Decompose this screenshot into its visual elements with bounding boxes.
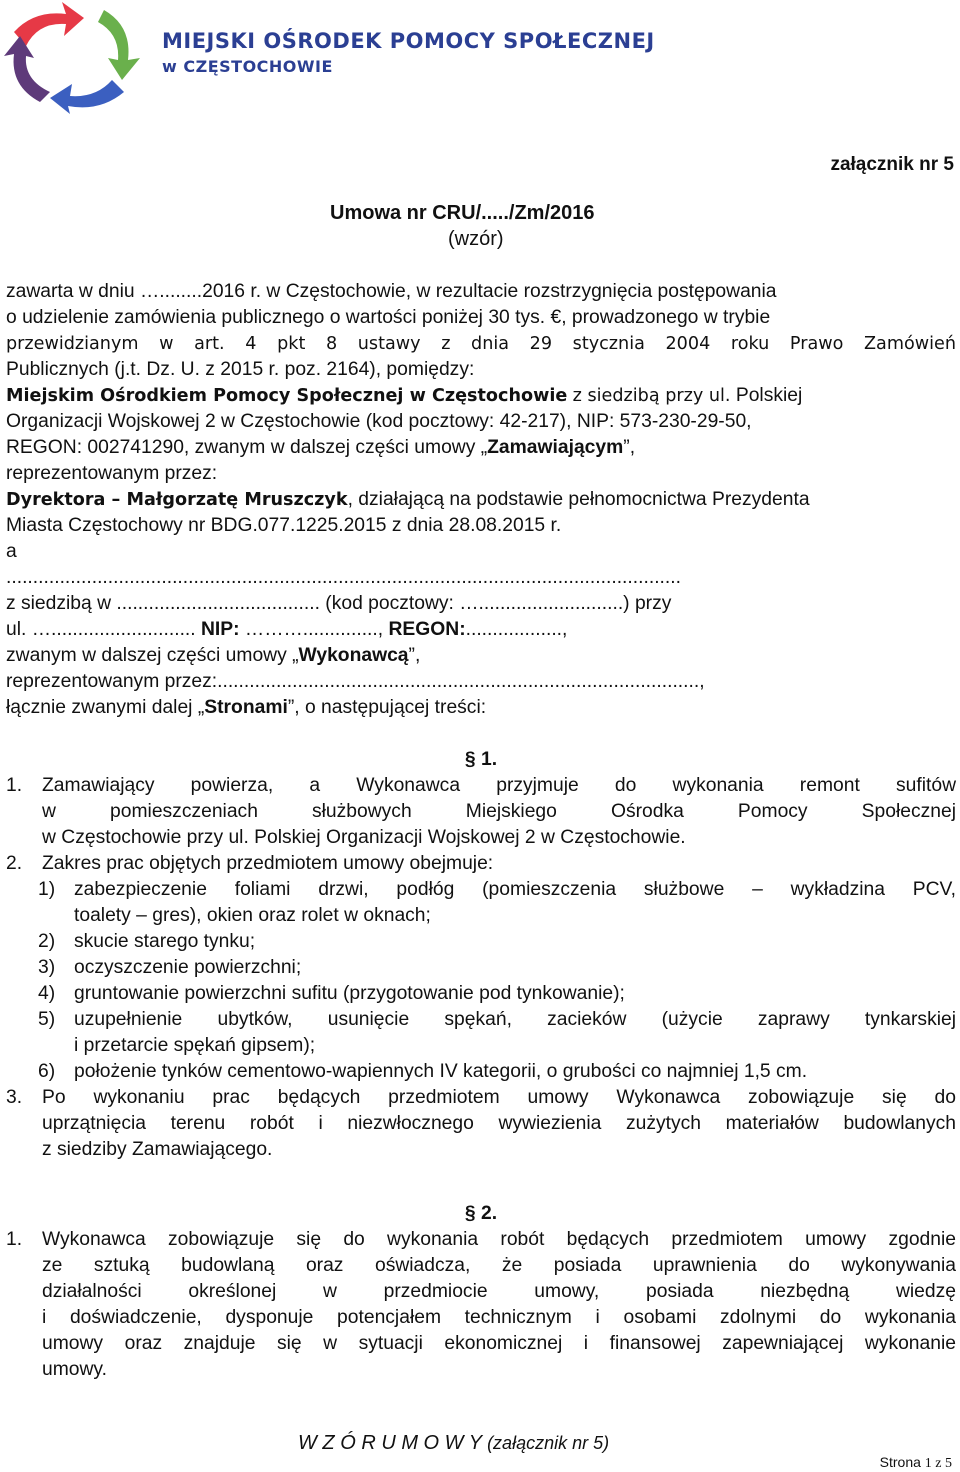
sub-item	[6, 929, 956, 955]
clause-item	[6, 1085, 956, 1163]
clause-line: Wykonawca zobowiązuje się do wykonania robót będących przedmiotem umowy zgodnie	[42, 1229, 956, 1250]
clause-line: umowy oraz znajduje się w sytuacji ekonomicznej i finansowej zapewniającej wykonanie	[42, 1333, 956, 1354]
footer-note: (załącznik nr 5)	[482, 1433, 610, 1453]
section-heading: § 2.	[464, 1203, 498, 1224]
clause-number: 1.	[6, 1229, 23, 1250]
clause-item	[6, 851, 956, 877]
page-of: z	[931, 1456, 945, 1471]
sub-line: gruntowanie powierzchni sufitu (przygotowanie pod tynkowanie);	[74, 983, 625, 1004]
clause-number: 1.	[6, 775, 23, 796]
regon-label: REGON:	[388, 619, 466, 640]
clause-number: 2.	[6, 853, 23, 874]
party2-role-end: ”,	[408, 645, 421, 666]
clause-line: ze sztuką budowlaną oraz oświadcza, że posiada uprawnienia do wykonywania	[42, 1255, 956, 1276]
parties-pre: łącznie zwanymi dalej „	[6, 697, 205, 718]
section-heading: § 1.	[464, 749, 498, 770]
page-number	[880, 1454, 952, 1472]
sub-number: 5)	[38, 1009, 56, 1030]
sub-item	[6, 1007, 956, 1059]
contract-body	[6, 279, 956, 1383]
sub-line: uzupełnienie ubytków, usunięcie spękań, zacieków (użycie zaprawy tynkarskiej	[74, 1009, 956, 1030]
clause-line: działalności określonej w przedmiocie umowy, posiada niezbędną wiedzę	[42, 1281, 956, 1302]
director-authority: , działającą na podstawie pełnomocnictwa Prezydenta	[347, 489, 810, 510]
clause-line: Zamawiający powierza, a Wykonawca przyjmuje do wykonania remont sufitów	[42, 775, 956, 796]
intro-line: zawarta w dniu …........2016 r. w Częstochowie, w rezultacie rozstrzygnięcia postępowania	[6, 281, 777, 302]
party1-street: Polskiej	[735, 385, 803, 406]
clause-item	[6, 773, 956, 851]
sub-line: położenie tynków cementowo-wapiennych IV kategorii, o grubości co najmniej 1,5 cm.	[74, 1061, 808, 1082]
sub-number: 2)	[38, 931, 56, 952]
sub-item	[6, 955, 956, 981]
sub-number: 4)	[38, 983, 56, 1004]
clause-line: w pomieszczeniach służbowych Miejskiego Ośrodka Pomocy Społecznej	[42, 801, 956, 822]
nip-label: NIP:	[201, 619, 240, 640]
attachment-label: załącznik nr 5	[830, 154, 954, 175]
party1-seat: z siedzibą przy ul.	[572, 386, 731, 406]
represented2-label: reprezentowanym przez:..........................................................................................,	[6, 671, 705, 692]
clause-line: uprzątnięcia terenu robót i niezwłocznego wywiezienia zużytych materiałów budowlanych	[42, 1113, 956, 1134]
intro-line: o udzielenie zamówienia publicznego o wartości poniżej 30 tys. €, prowadzonego w trybie	[6, 307, 771, 328]
clause-line: Zakres prac objętych przedmiotem umowy obejmuje:	[42, 853, 494, 874]
party1-role: Zamawiającym	[487, 437, 624, 458]
party1-line	[6, 383, 956, 409]
mops-logo-icon	[4, 2, 144, 114]
document-title: Umowa nr CRU/...../Zm/2016	[330, 202, 595, 224]
director-authority-cont: Miasta Częstochowy nr BDG.077.1225.2015 z dnia 28.08.2015 r.	[6, 515, 562, 536]
regon-value: ..................,	[465, 619, 568, 640]
clause-line: w Częstochowie przy ul. Polskiej Organizacji Wojskowej 2 w Częstochowie.	[42, 827, 686, 848]
sub-item	[6, 877, 956, 929]
intro-line: przewidzianym w art. 4 pkt 8 ustawy z dnia 29 stycznia 2004 roku Prawo Zamówień	[6, 334, 956, 354]
clause-item	[6, 1227, 956, 1383]
party2-role-pre: zwanym w dalszej części umowy „	[6, 645, 299, 666]
org-name: MIEJSKI OŚRODEK POMOCY SPOŁECZNEJ	[162, 29, 655, 53]
letterhead	[0, 0, 960, 120]
page-label: Strona	[879, 1454, 925, 1470]
footer-label	[298, 1432, 609, 1455]
intro-line: Publicznych (j.t. Dz. U. z 2015 r. poz. 2164), pomiędzy:	[6, 359, 475, 380]
director-name: Dyrektora – Małgorzatę Mruszczyk	[6, 490, 348, 510]
nip-value: ………..............,	[239, 619, 389, 640]
clause-number: 3.	[6, 1087, 23, 1108]
sub-number: 3)	[38, 957, 56, 978]
sub-line: oczyszczenie powierzchni;	[74, 957, 302, 978]
org-city: w CZĘSTOCHOWIE	[162, 57, 333, 76]
sub-item	[6, 1059, 956, 1085]
clause-line: z siedziby Zamawiającego.	[42, 1139, 273, 1160]
sub-line: skucie starego tynku;	[74, 931, 256, 952]
sub-line: toalety – gres), okien oraz rolet w oknach;	[74, 905, 431, 926]
page-current: 1	[924, 1456, 932, 1471]
parties-role: Stronami	[204, 697, 288, 718]
party1-name: Miejskim Ośrodkiem Pomocy Społecznej w Częstochowie	[6, 386, 568, 406]
sub-line: zabezpieczenie foliami drzwi, podłóg (pomieszczenia służbowe – wykładzina PCV,	[74, 879, 956, 900]
clause-line: i doświadczenie, dysponuje potencjałem technicznym i osobami zdolnymi do wykonania	[42, 1307, 956, 1328]
represented-label: reprezentowanym przez:	[6, 463, 218, 484]
parties-end: ”, o następującej treści:	[287, 697, 487, 718]
and-label: a	[6, 541, 17, 562]
sub-item	[6, 981, 956, 1007]
document-subtitle: (wzór)	[448, 228, 504, 250]
party2-role: Wykonawcą	[298, 645, 409, 666]
director-line	[6, 487, 956, 513]
party2-street: ul. …...........................	[6, 619, 201, 640]
party2-seat: z siedzibą w ...................................... (kod pocztowy: …...........................) przy	[6, 593, 672, 614]
sub-line: i przetarcie spękań gipsem);	[74, 1035, 316, 1056]
clause-line: umowy.	[42, 1359, 107, 1380]
sub-number: 1)	[38, 879, 56, 900]
party2-ids	[6, 617, 956, 643]
party1-regon: REGON: 002741290, zwanym w dalszej części umowy „	[6, 437, 488, 458]
party1-regon-line	[6, 435, 956, 461]
clause-line: Po wykonaniu prac będących przedmiotem umowy Wykonawca zobowiązuje się do	[42, 1087, 956, 1108]
parties-line	[6, 695, 956, 721]
page-total: 5	[945, 1456, 952, 1471]
sub-number: 6)	[38, 1061, 56, 1082]
party1-address: Organizacji Wojskowej 2 w Częstochowie (kod pocztowy: 42-217), NIP: 573-230-29-50,	[6, 411, 752, 432]
party2-role-line	[6, 643, 956, 669]
party1-role-end: ”,	[623, 437, 636, 458]
party2-placeholder: ..............................................................................................................................	[6, 567, 681, 588]
footer-title: W Z Ó R U M O W Y	[298, 1432, 483, 1454]
